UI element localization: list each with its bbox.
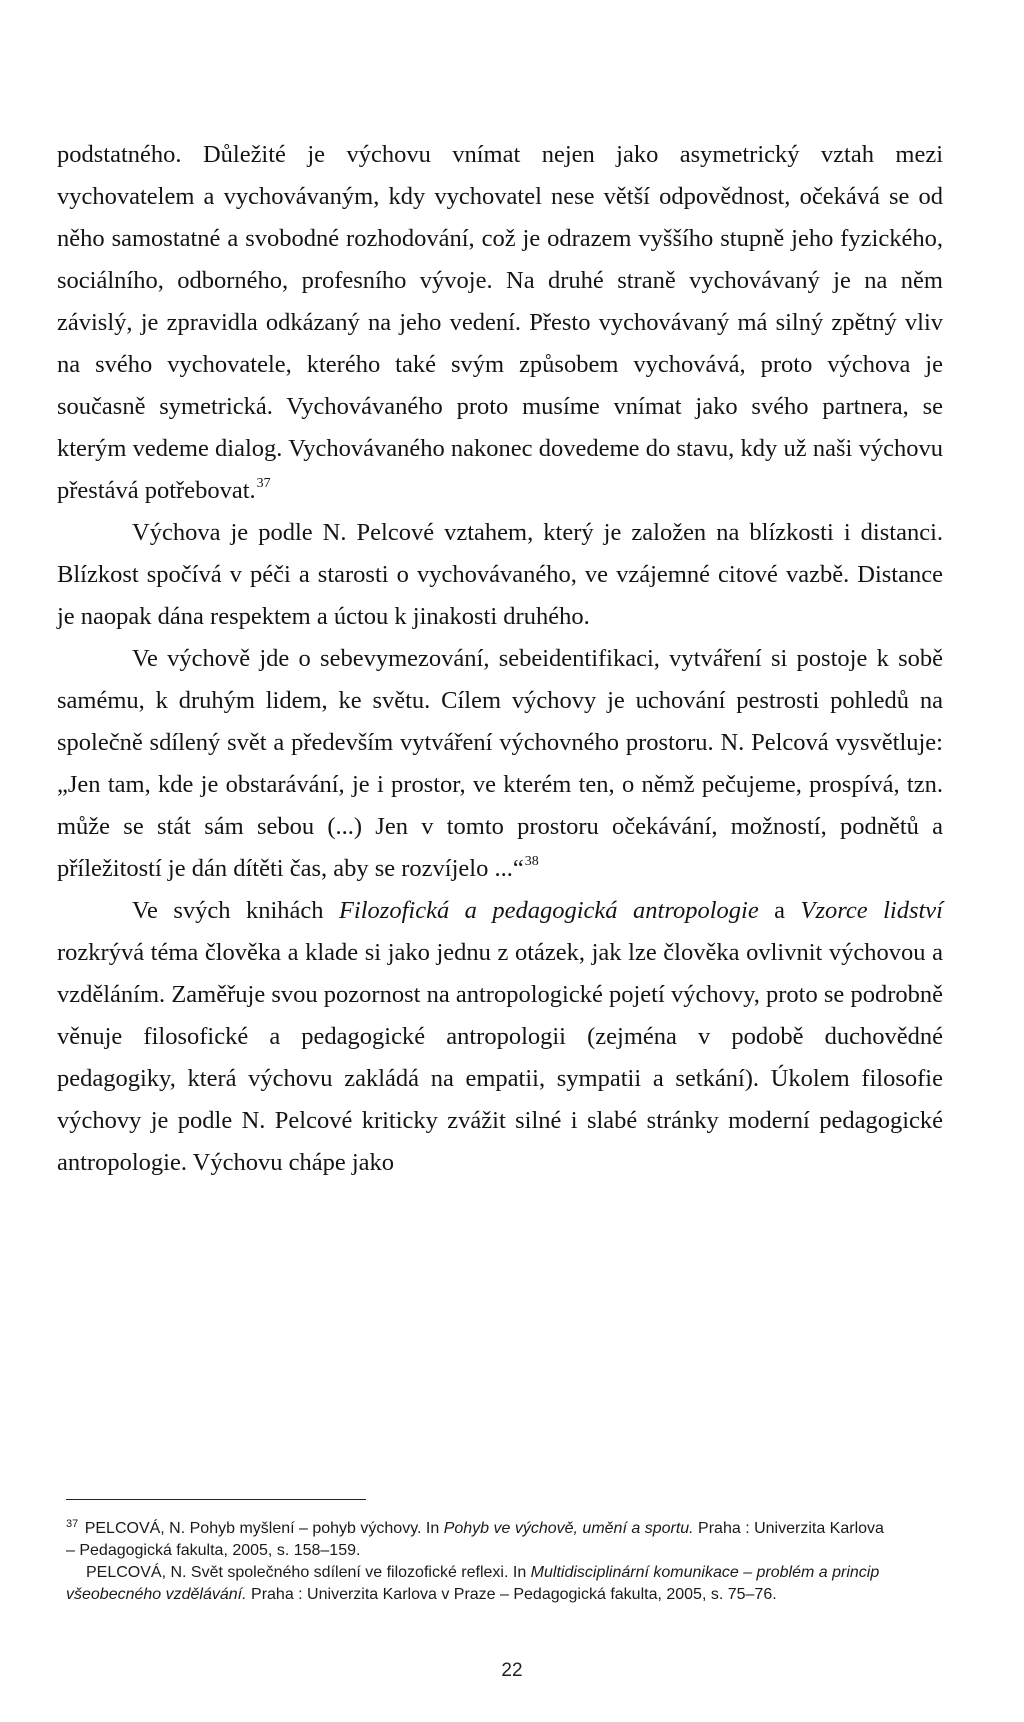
paragraph-text-connector: a <box>758 897 801 924</box>
footnote-text: PELCOVÁ, N. Pohyb myšlení – pohyb výchovy. In <box>84 1520 444 1537</box>
footnote-number: 37 <box>66 1518 79 1530</box>
footnote-reference-37[interactable]: 37 <box>256 476 271 491</box>
page-number: 22 <box>501 1660 523 1681</box>
paragraph-3 <box>57 638 943 890</box>
footnotes <box>66 1518 888 1606</box>
paragraph-1 <box>57 134 943 512</box>
footnote-source-title: Multidisciplinární komunikace – problém a princip všeobecného vzdělávání. <box>66 1564 880 1603</box>
paragraph-text: Výchova je podle N. Pelcové vztahem, který je založen na blízkosti i distanci. Blízkost spočívá v péči a starosti o vychovávaného, ve vzájemné citové vazbě. Distance je naopak dána respektem a úctou k jinakosti druhého. <box>57 519 943 630</box>
footnote-text: Praha : Univerzita Karlova – Pedagogická fakulta, 2005, s. 158–159. <box>66 1520 884 1559</box>
paragraph-text: podstatného. Důležité je výchovu vnímat nejen jako asymetrický vztah mezi vychovatelem a vychovávaným, kdy vychovatel nese větší odpovědnost, očekává se od něho samostatné a svobodné rozhodování, což je odrazem vyššího stupně jeho fyzického, sociálního, odborného, profesního vývoje. Na druhé straně vychovávaný je na něm závislý, je zpravidla odkázaný na jeho vedení. Přesto vychovávaný má silný zpětný vliv na svého vychovatele, kterého také svým způsobem vychovává, proto výchova je současně symetrická. Vychovávaného proto musíme vnímat jako svého partnera, se kterým vedeme dialog. Vychovávaného nakonec dovedeme do stavu, kdy už naši výchovu přestává potřebovat. <box>57 141 943 504</box>
footnote-38 <box>66 1562 888 1606</box>
footnote-reference-38[interactable]: 38 <box>524 854 539 869</box>
paragraph-2 <box>57 512 943 638</box>
body-text <box>57 134 943 1184</box>
paragraph-text-rest: rozkrývá téma člověka a klade si jako jednu z otázek, jak lze člověka ovlivnit výchovou a vzděláním. Zaměřuje svou pozornost na antropologické pojetí výchovy, proto se podrobně věnuje filosofické a pedagogické antropologii (zejména v podobě duchovědné pedagogiky, která výchovu zakládá na empatii, sympatii a setkání). Úkolem filosofie výchovy je podle N. Pelcové kriticky zvážit silné i slabé stránky moderní pedagogické antropologie. Výchovu chápe jako <box>57 939 943 1176</box>
footnote-source-title: Pohyb ve výchově, umění a sportu. <box>443 1520 694 1537</box>
footnote-separator <box>66 1499 366 1500</box>
footnote-text: PELCOVÁ, N. Svět společného sdílení ve filozofické reflexi. In <box>86 1564 531 1581</box>
paragraph-4 <box>57 890 943 1184</box>
paragraph-text: Ve výchově jde o sebevymezování, sebeidentifikaci, vytváření si postoje k sobě samému, k druhým lidem, ke světu. Cílem výchovy je uchování pestrosti pohledů na společně sdílený svět a především vytváření výchovného prostoru. N. Pelcová vysvětluje: „Jen tam, kde je obstarávání, je i prostor, ve kterém ten, o němž pečujeme, prospívá, tzn. může se stát sám sebou (...) Jen v tomto prostoru očekávání, možností, podnětů a příležitostí je dán dítěti čas, aby se rozvíjelo ...“ <box>57 645 943 882</box>
book-title-2: Vzorce lidství <box>800 897 943 924</box>
paragraph-text-start: Ve svých knihách <box>132 897 339 924</box>
footnote-37 <box>66 1518 888 1562</box>
footnote-text: Praha : Univerzita Karlova v Praze – Pedagogická fakulta, 2005, s. 75–76. <box>246 1586 777 1603</box>
book-title-1: Filozofická a pedagogická antropologie <box>338 897 759 924</box>
